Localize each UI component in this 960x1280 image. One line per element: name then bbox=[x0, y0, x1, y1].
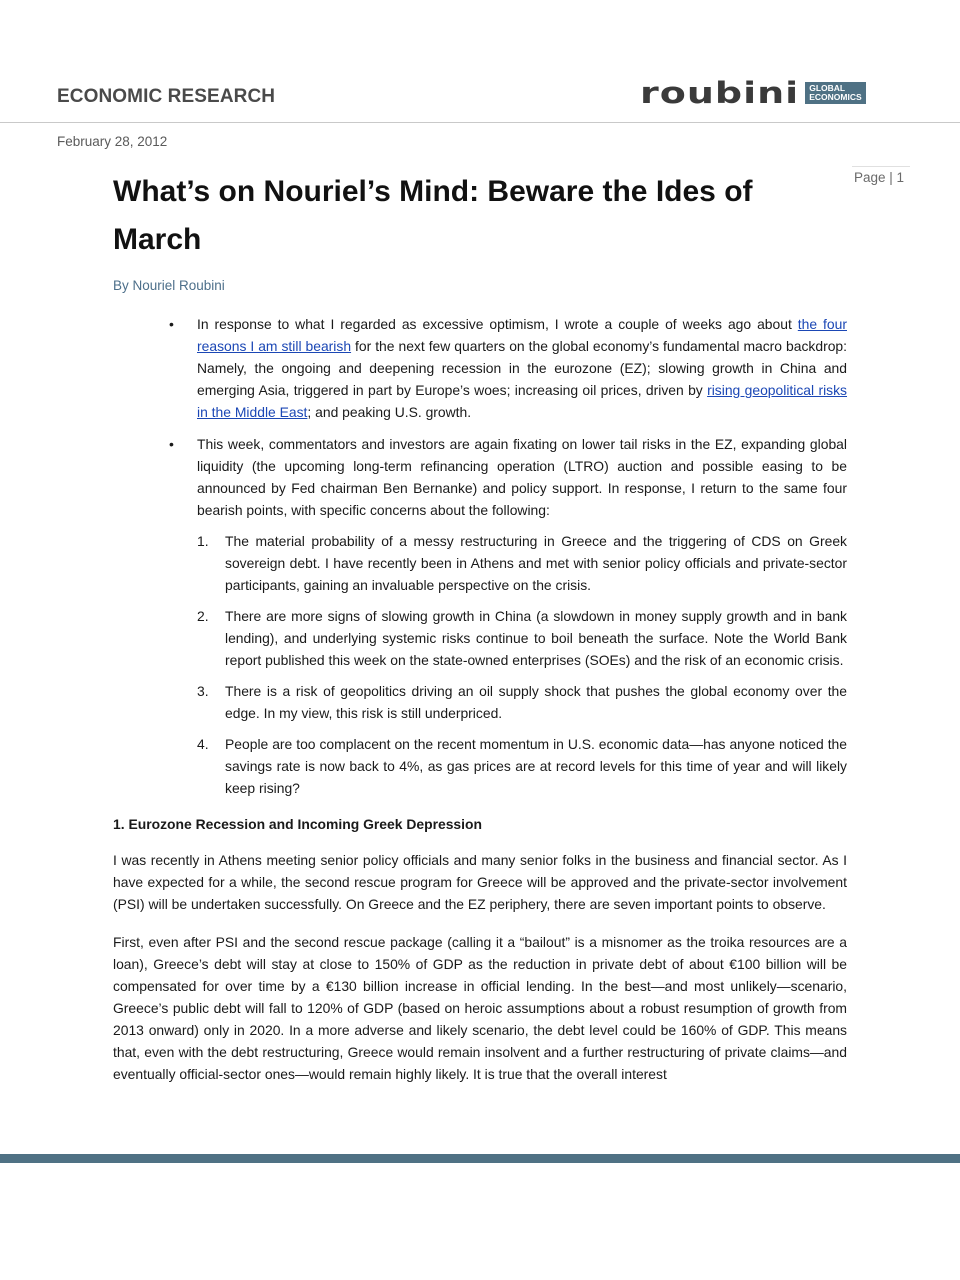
page-indicator-divider bbox=[852, 166, 910, 167]
bullet-item bbox=[113, 313, 847, 423]
item-text: The material probability of a messy restructuring in Greece and the triggering of CDS on Greek sovereign debt. I have recently been in Athens and met with senior policy officials and private-sector participants, gaining an invaluable perspective on the crisis. bbox=[225, 533, 847, 593]
footer-bar bbox=[0, 1154, 960, 1163]
logo-badge-line2: ECONOMICS bbox=[809, 92, 862, 102]
geopolitical-risks-link[interactable]: rising geopolitical risks in the Middle East bbox=[197, 382, 848, 420]
item-text: There are more signs of slowing growth in China (a slowdown in money supply growth and in bank lending), and underlying systemic risks continue to boil beneath the surface. Note the World Bank report published this week on the state-owned enterprises (SOEs) and the risk of an economic crisis. bbox=[225, 608, 847, 668]
logo-badge bbox=[805, 82, 865, 104]
item-number: 1. bbox=[197, 533, 209, 549]
item-number: 2. bbox=[197, 608, 209, 624]
section-heading: 1. Eurozone Recession and Incoming Greek Depression bbox=[113, 816, 482, 832]
article-title: What’s on Nouriel’s Mind: Beware the Ides of March bbox=[113, 175, 753, 256]
numbered-item bbox=[197, 680, 847, 724]
bullet-text: for the next few quarters on the global economy’s fundamental macro backdrop: Namely, the ongoing and deepening recession in the eurozone (EZ); slowing growth in China and emerging Asia, triggered in part by Europe’s woes; increasing oil prices, driven by bbox=[197, 338, 848, 398]
numbered-item bbox=[197, 733, 847, 799]
numbered-item bbox=[197, 530, 847, 596]
publication-date: February 28, 2012 bbox=[57, 134, 168, 149]
bullet-item bbox=[113, 433, 847, 799]
header-divider bbox=[0, 122, 960, 123]
byline: By Nouriel Roubini bbox=[113, 278, 225, 293]
numbered-list bbox=[197, 530, 847, 799]
section-label: ECONOMIC RESEARCH bbox=[57, 86, 276, 107]
logo-wordmark: roubini bbox=[640, 75, 800, 111]
paragraph: I was recently in Athens meeting senior policy officials and many senior folks in the business and financial sector. As I have expected for a while, the second rescue program for Greece will be approved and the private-sector involvement (PSI) will be undertaken successfully. On Greece and the EZ periphery, there are seven important points to observe. bbox=[113, 852, 847, 912]
company-logo bbox=[640, 75, 866, 111]
paragraph: First, even after PSI and the second rescue package (calling it a “bailout” is a misnomer as the troika resources are a loan), Greece’s debt will stay at close to 150% of GDP as the reduction in private debt of about €100 billion will be compensated for over time by a €130 billion increase in official lending. In the best—and most unlikely—scenario, Greece’s public debt will fall to 120% of GDP (based on heroic assumptions about a robust resumption of growth from 2013 onward) only in 2020. In a more adverse and likely scenario, the debt level could be 160% of GDP. This means that, even with the debt restructuring, Greece would remain insolvent and a further restructuring of private claims—and eventually official-sector ones—would remain highly likely. It is true that the overall interest bbox=[113, 934, 847, 1082]
item-number: 4. bbox=[197, 736, 209, 752]
bullet-list bbox=[113, 313, 847, 799]
item-number: 3. bbox=[197, 683, 209, 699]
bullet-marker: • bbox=[169, 316, 174, 332]
numbered-item bbox=[197, 605, 847, 671]
logo-badge-line1: GLOBAL bbox=[809, 83, 846, 93]
bullet-text: This week, commentators and investors are again fixating on lower tail risks in the EZ, expanding global liquidity (the upcoming long-term refinancing operation (LTRO) auction and possible easing to be announced by Fed chairman Ben Bernanke) and policy support. In response, I return to the same four bearish points, with specific concerns about the following: bbox=[197, 436, 847, 518]
item-text: People are too complacent on the recent momentum in U.S. economic data—has anyone noticed the savings rate is now back to 4%, as gas prices are at record levels for this time of year and will likely keep rising? bbox=[225, 736, 847, 796]
bullet-text: In response to what I regarded as excessive optimism, I wrote a couple of weeks ago about bbox=[197, 316, 798, 332]
article-body bbox=[113, 313, 847, 1101]
four-reasons-link[interactable]: the four reasons I am still bearish bbox=[197, 316, 847, 354]
item-text: There is a risk of geopolitics driving an oil supply shock that pushes the global economy over the edge. In my view, this risk is still underpriced. bbox=[225, 683, 847, 721]
page-indicator: Page | 1 bbox=[854, 170, 905, 185]
bullet-marker: • bbox=[169, 436, 174, 452]
bullet-text: ; and peaking U.S. growth. bbox=[307, 404, 472, 420]
